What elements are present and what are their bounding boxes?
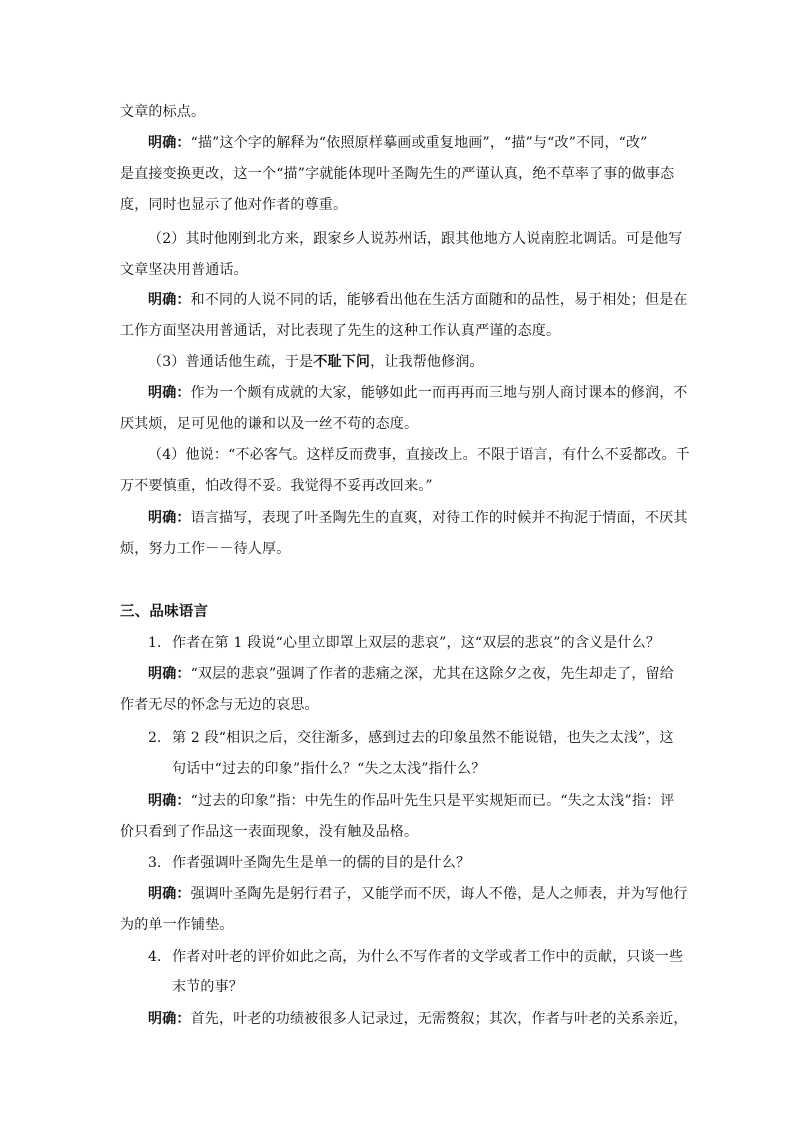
text-line: 万不要慎重，怕改得不妥。我觉得不妥再改回来。” bbox=[120, 478, 433, 494]
answer-label: 明确： bbox=[148, 793, 191, 809]
answer-text: 和不同的人说不同的话，能够看出他在生活方面随和的品性，易于相处；但是在 bbox=[190, 292, 688, 308]
text-line: 工作方面坚决用普通话，对比表现了先生的这种工作认真严谨的态度。 bbox=[120, 323, 561, 339]
answer-line bbox=[148, 133, 704, 153]
text-line: 是直接变换更改，这一个“描”字就能体现叶圣陶先生的严谨认真，绝不草率了事的做事态 bbox=[120, 166, 675, 182]
answer-line bbox=[148, 1009, 704, 1029]
question-line: 作者在第 1 段说“心里立即罩上双层的悲哀”，这“双层的悲哀”的含义是什么？ bbox=[172, 635, 661, 651]
text-line: 文章的标点。 bbox=[120, 104, 206, 120]
question-line: 作者对叶老的评价如此之高，为什么不写作者的文学或者工作中的贡献，只谈一些 bbox=[172, 949, 684, 965]
question-number: 4. bbox=[148, 949, 162, 965]
answer-label: 明确： bbox=[148, 510, 191, 526]
answer-text: 强调叶圣陶先是躬行君子，又能学而不厌，诲人不倦，是人之师表，并为写他行 bbox=[190, 886, 688, 902]
answer-label: 明确： bbox=[148, 292, 191, 308]
question-line: 第 2 段“相识之后，交往渐多，感到过去的印象虽然不能说错，也失之太浅”，这 bbox=[172, 730, 674, 746]
answer-label: 明确： bbox=[148, 666, 191, 682]
answer-label: 明确： bbox=[148, 886, 191, 902]
answer-text: “描”这个字的解释为“依照原样摹画或重复地画”，“描”与“改”不同，“改” bbox=[190, 135, 648, 151]
answer-label: 明确： bbox=[148, 385, 191, 401]
answer-label: 明确： bbox=[148, 1011, 191, 1027]
answer-line bbox=[148, 884, 704, 904]
question-line: 末节的事？ bbox=[172, 979, 243, 995]
question-line: （2）其时他刚到北方来，跟家乡人说苏州话，跟其他地方人说南腔北调话。可是他写 bbox=[148, 231, 683, 247]
question-text: （3）普通话他生疏，于是 bbox=[148, 354, 314, 370]
question-number: 1. bbox=[148, 635, 162, 651]
text-line: 文章坚决用普通话。 bbox=[120, 262, 248, 278]
text-line: 烦，努力工作－－待人厚。 bbox=[120, 541, 291, 557]
text-line: 度，同时也显示了他对作者的尊重。 bbox=[120, 197, 348, 213]
question-line: （4）他说：“不必客气。这样反而费事，直接改上。不限于语言，有什么不妥都改。千 bbox=[148, 447, 690, 463]
question-line: 作者强调叶圣陶先生是单一的儒的目的是什么？ bbox=[172, 855, 471, 871]
answer-text: “过去的印象”指：中先生的作品叶先生只是平实规矩而已。“失之太浅”指：评 bbox=[190, 793, 675, 809]
section-heading: 三、品味语言 bbox=[120, 603, 209, 620]
answer-text: “双层的悲哀”强调了作者的悲痛之深，尤其在这除夕之夜，先生却走了，留给 bbox=[190, 666, 674, 682]
question-text: ，让我帮他修润。 bbox=[370, 354, 484, 370]
text-line: 厌其烦，足可见他的谦和以及一丝不苟的态度。 bbox=[120, 416, 419, 432]
answer-label: 明确： bbox=[148, 135, 191, 151]
emphasis-text: 不耻下问 bbox=[313, 354, 371, 370]
answer-line bbox=[148, 791, 704, 811]
answer-text: 作为一个颇有成就的大家，能够如此一而再再而三地与别人商讨课本的修润，不 bbox=[190, 385, 688, 401]
answer-text: 首先，叶老的功绩被很多人记录过，无需赘叙；其次，作者与叶老的关系亲近， bbox=[190, 1011, 688, 1027]
answer-text: 语言描写，表现了叶圣陶先生的直爽，对待工作的时候并不拘泥于情面，不厌其 bbox=[190, 510, 688, 526]
answer-line bbox=[148, 508, 704, 528]
question-number: 3. bbox=[148, 855, 162, 871]
question-line bbox=[148, 352, 704, 372]
text-line: 为的单一作铺垫。 bbox=[120, 917, 234, 933]
question-line: 句话中“过去的印象”指什么？“失之太浅”指什么？ bbox=[172, 761, 486, 777]
text-line: 价只看到了作品这一表面现象，没有触及品格。 bbox=[120, 824, 419, 840]
answer-line bbox=[148, 290, 704, 310]
text-line: 作者无尽的怀念与无边的哀思。 bbox=[120, 697, 319, 713]
answer-line bbox=[148, 664, 704, 684]
question-number: 2. bbox=[148, 730, 162, 746]
answer-line bbox=[148, 383, 704, 403]
